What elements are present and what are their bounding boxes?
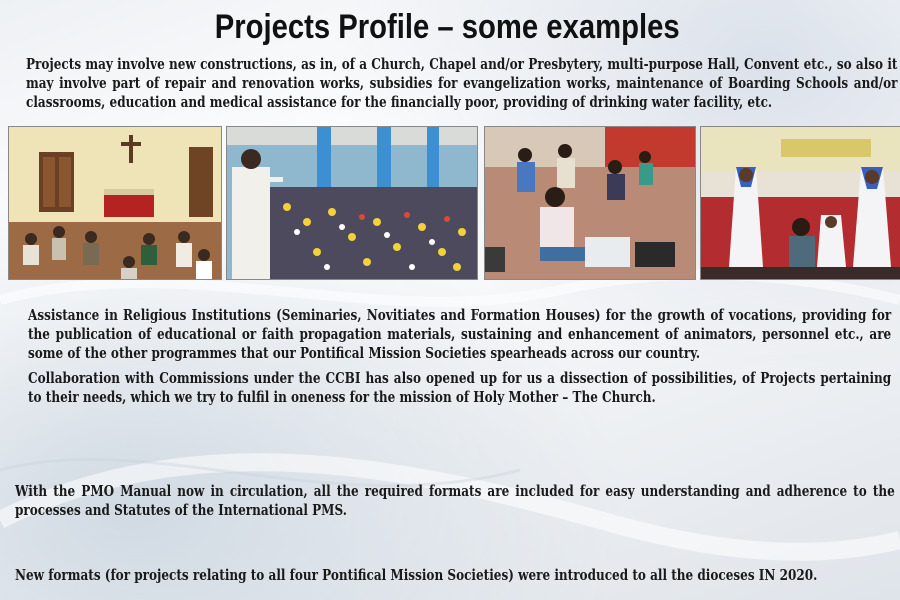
collaboration-paragraph: Collaboration with Commissions under the CCBI has also opened up for us a dissection of possibilities, of Projects pertaining to their needs, which we try to fulfil in oneness for the mission of Holy Mother – The Church. (28, 370, 892, 406)
new-formats-paragraph: New formats (for projects relating to all four Pontifical Mission Societies) were introduced to all the dioceses IN 2020. (15, 567, 818, 584)
chapel-prayer-photo (8, 126, 222, 280)
slide-title: Projects Profile – some examples (214, 8, 680, 46)
nuns-stage-photo (700, 126, 900, 280)
students-studying-photo (484, 126, 696, 280)
pmo-manual-paragraph: With the PMO Manual now in circulation, all the required formats are included for easy understanding and adherence to the processes and Statutes of the International PMS. (15, 483, 895, 519)
assistance-paragraph: Assistance in Religious Institutions (Seminaries, Novitiates and Formation Houses) for the growth of vocations, providing for the publication of educational or faith propagation materials, sustaining and enhancement of animators, personnel etc., are some of the other programmes that our Pontifical Mission Societies spearheads across our country. (28, 307, 892, 362)
intro-paragraph: Projects may involve new constructions, as in, of a Church, Chapel and/or Presbytery, multi-purpose Hall, Convent etc., so also it may involve part of repair and renovation works, subsidies for evangelization works, maintenance of Boarding Schools and/or classrooms, education and medical assistance for the financially poor, providing of drinking water facility, etc. (26, 56, 898, 111)
crowd-gathering-photo (226, 126, 478, 280)
